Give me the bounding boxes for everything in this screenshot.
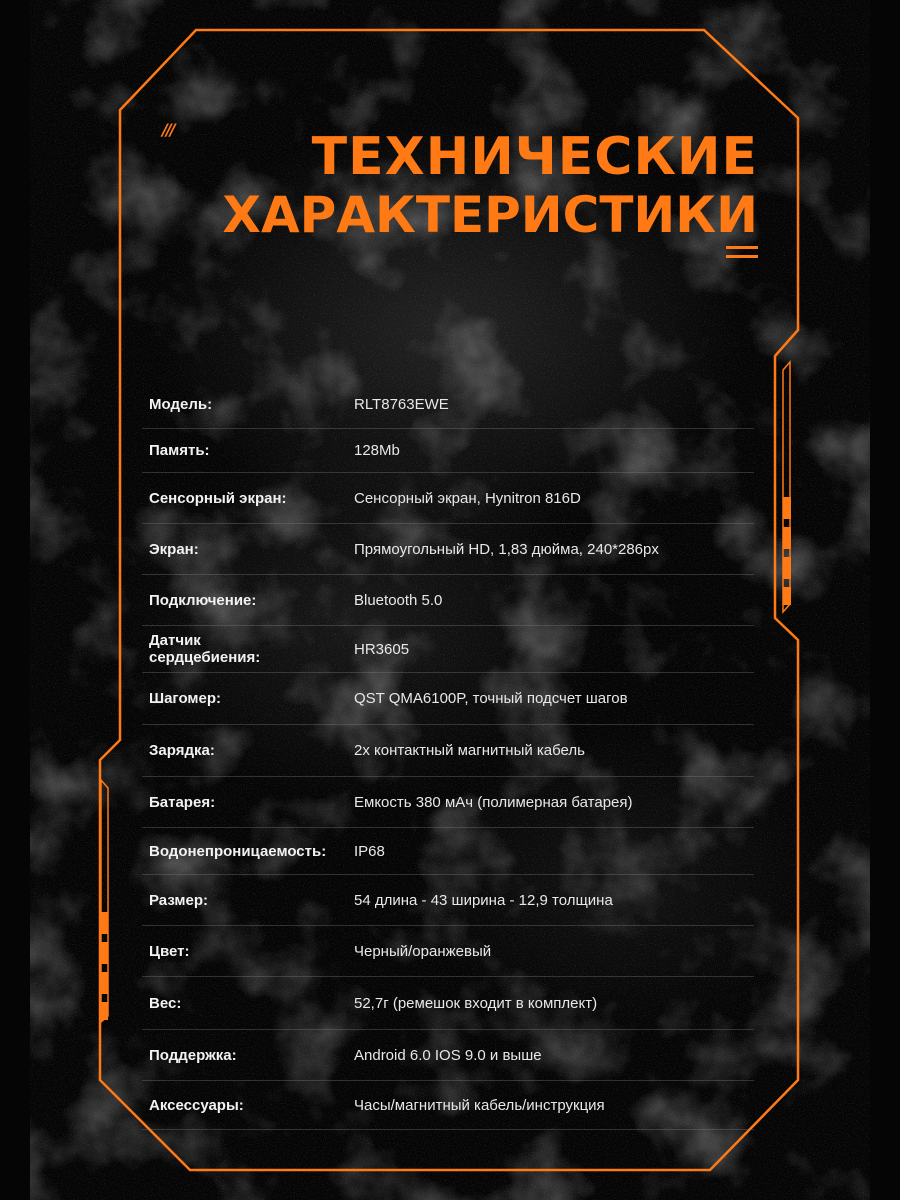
spec-row-touchscreen — [142, 473, 754, 524]
spec-value: Прямоугольный HD, 1,83 дюйма, 240*286px — [354, 540, 659, 558]
spec-label: Подключение: — [149, 591, 257, 609]
spec-label: Вес: — [149, 994, 182, 1012]
spec-value: 128Mb — [354, 442, 400, 459]
spec-value: Сенсорный экран, Hynitron 816D — [354, 489, 581, 507]
spec-value: RLT8763EWE — [354, 395, 449, 413]
spec-row-accessories — [142, 1081, 754, 1130]
spec-label: Сенсорный экран: — [149, 489, 287, 507]
spec-label: Поддержка: — [149, 1046, 237, 1064]
spec-value: Часы/магнитный кабель/инструкция — [354, 1096, 605, 1114]
spec-label: Размер: — [149, 891, 209, 909]
spec-value: HR3605 — [354, 640, 410, 658]
spec-row-size — [142, 875, 754, 926]
spec-row-waterproof — [142, 828, 754, 875]
spec-value: QST QMA6100P, точный подсчет шагов — [354, 690, 628, 707]
spec-value: 52,7г (ремешок входит в комплект) — [354, 994, 598, 1012]
right-bar-4 — [783, 587, 791, 605]
left-bar-4 — [100, 1002, 108, 1020]
spec-row-support — [142, 1030, 754, 1081]
spec-value: Емкость 380 мАч (полимерная батарея) — [354, 793, 633, 811]
spec-value: 54 длина - 43 ширина - 12,9 толщина — [354, 891, 613, 909]
spec-row-memory — [142, 429, 754, 473]
spec-label: Зарядка: — [149, 742, 215, 759]
spec-value: 2x контактный магнитный кабель — [354, 742, 585, 759]
slashes-decor: /// — [162, 120, 174, 139]
spec-row-heart-rate — [142, 626, 754, 673]
spec-label: Датчик сердцебиения: — [149, 632, 261, 666]
spec-value: Bluetooth 5.0 — [354, 591, 443, 609]
left-bar-1 — [100, 912, 108, 934]
spec-row-battery — [142, 777, 754, 828]
spec-label: Цвет: — [149, 942, 190, 960]
spec-row-model — [142, 380, 754, 429]
left-bar-2 — [100, 942, 108, 964]
right-bar-2 — [783, 527, 791, 549]
spec-label: Модель: — [149, 395, 213, 413]
spec-value: Android 6.0 IOS 9.0 и выше — [354, 1046, 542, 1064]
spec-row-weight — [142, 977, 754, 1030]
equals-decor — [726, 246, 758, 262]
spec-label: Шагомер: — [149, 690, 222, 707]
spec-label: Экран: — [149, 540, 199, 558]
spec-row-charging — [142, 725, 754, 777]
spec-row-screen — [142, 524, 754, 575]
title-line-2: ХАРАКТЕРИСТИКИ — [222, 186, 758, 244]
spec-value: Черный/оранжевый — [354, 942, 492, 960]
spec-label: Память: — [149, 442, 210, 459]
spec-row-pedometer — [142, 673, 754, 725]
left-bar-3 — [100, 972, 108, 994]
spec-table — [142, 380, 754, 1130]
spec-label: Аксессуары: — [149, 1096, 244, 1114]
page-title — [222, 128, 758, 244]
title-line-1: ТЕХНИЧЕСКИЕ — [311, 127, 758, 187]
spec-label: Водонепроницаемость: — [149, 842, 327, 860]
right-bar-1 — [783, 497, 791, 519]
spec-label: Батарея: — [149, 793, 216, 811]
spec-row-connectivity — [142, 575, 754, 626]
spec-row-color — [142, 926, 754, 977]
right-bar-3 — [783, 557, 791, 579]
spec-value: IP68 — [354, 842, 385, 860]
